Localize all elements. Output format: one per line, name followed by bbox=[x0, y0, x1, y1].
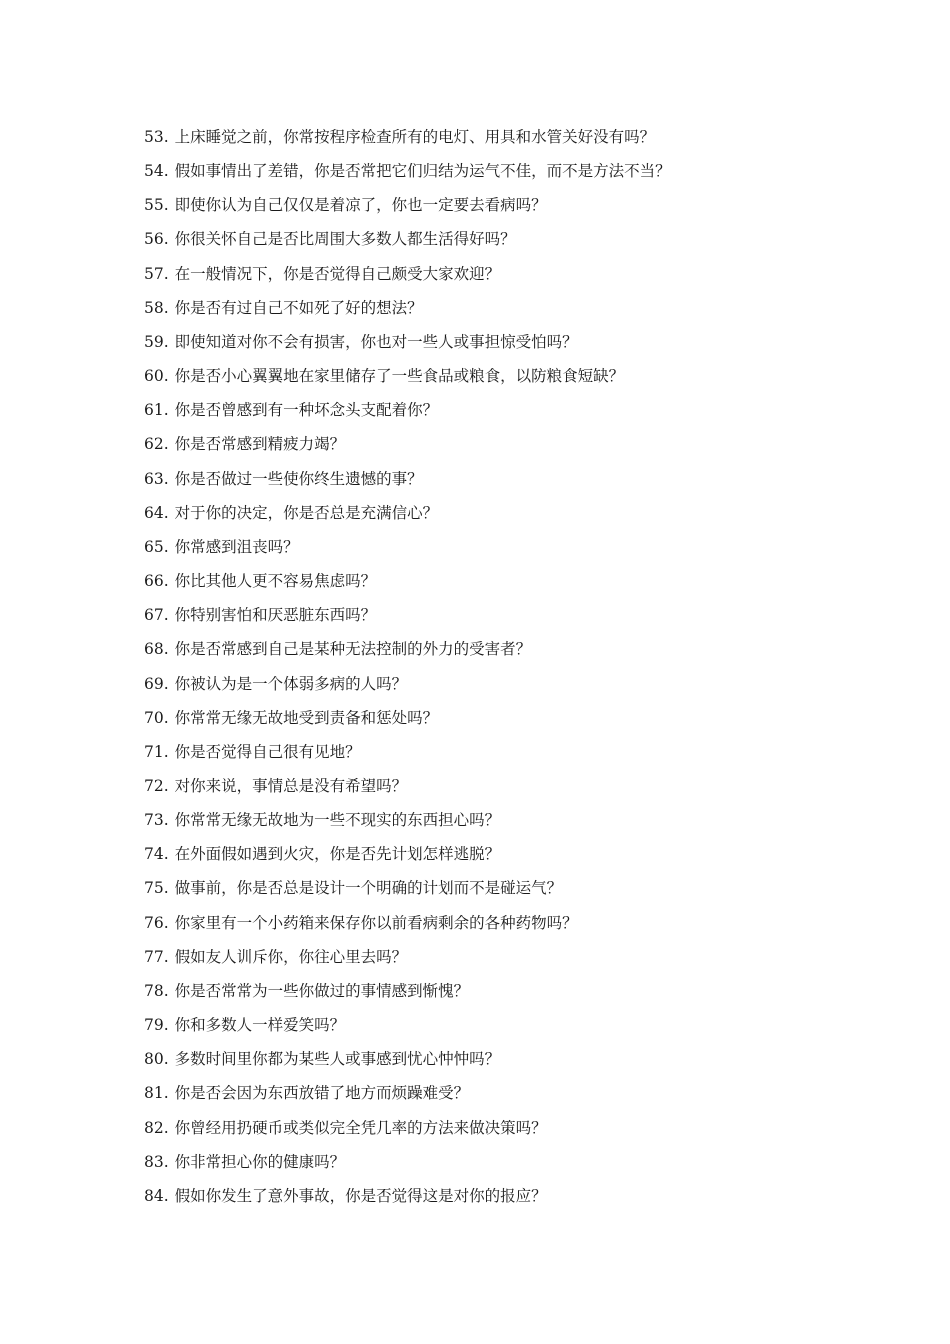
question-text: 你常感到沮丧吗？ bbox=[174, 537, 299, 556]
question-text: 即使知道对你不会有损害，你也对一些人或事担惊受怕吗？ bbox=[174, 332, 578, 351]
question-number: 67. bbox=[144, 606, 169, 625]
question-text: 在一般情况下，你是否觉得自己颇受大家欢迎？ bbox=[174, 264, 501, 283]
question-number: 83. bbox=[144, 1152, 169, 1171]
question-item bbox=[144, 1183, 884, 1217]
question-item bbox=[144, 397, 884, 431]
question-text: 你特别害怕和厌恶脏东西吗？ bbox=[174, 606, 377, 625]
question-item bbox=[144, 910, 884, 944]
question-text: 你和多数人一样爱笑吗？ bbox=[174, 1016, 346, 1035]
question-number: 54. bbox=[144, 162, 169, 181]
question-number: 59. bbox=[144, 332, 169, 351]
question-text: 多数时间里你都为某些人或事感到忧心忡忡吗？ bbox=[174, 1050, 501, 1069]
question-item bbox=[144, 636, 884, 670]
question-item bbox=[144, 1115, 884, 1149]
question-number: 73. bbox=[144, 811, 169, 830]
question-text: 你是否常感到自己是某种无法控制的外力的受害者？ bbox=[174, 640, 532, 659]
question-text: 做事前，你是否总是设计一个明确的计划而不是碰运气？ bbox=[174, 879, 563, 898]
question-number: 63. bbox=[144, 469, 169, 488]
question-number: 76. bbox=[144, 913, 169, 932]
question-text: 你是否曾感到有一种坏念头支配着你？ bbox=[174, 401, 439, 420]
question-number: 78. bbox=[144, 981, 169, 1000]
question-item bbox=[144, 875, 884, 909]
question-item bbox=[144, 466, 884, 500]
question-number: 56. bbox=[144, 230, 169, 249]
question-item bbox=[144, 602, 884, 636]
question-text: 假如你发生了意外事故，你是否觉得这是对你的报应？ bbox=[174, 1186, 547, 1205]
question-item bbox=[144, 671, 884, 705]
question-text: 你非常担心你的健康吗？ bbox=[174, 1152, 346, 1171]
question-item bbox=[144, 158, 884, 192]
question-text: 在外面假如遇到火灾，你是否先计划怎样逃脱？ bbox=[174, 845, 501, 864]
question-item bbox=[144, 431, 884, 465]
question-text: 假如友人训斥你，你往心里去吗？ bbox=[174, 947, 408, 966]
question-number: 66. bbox=[144, 572, 169, 591]
question-number: 79. bbox=[144, 1016, 169, 1035]
question-item bbox=[144, 1080, 884, 1114]
question-number: 62. bbox=[144, 435, 169, 454]
question-item bbox=[144, 261, 884, 295]
question-number: 82. bbox=[144, 1118, 169, 1137]
question-item bbox=[144, 807, 884, 841]
question-text: 对你来说，事情总是没有希望吗？ bbox=[174, 776, 408, 795]
question-number: 68. bbox=[144, 640, 169, 659]
question-number: 69. bbox=[144, 674, 169, 693]
question-number: 74. bbox=[144, 845, 169, 864]
question-item bbox=[144, 944, 884, 978]
question-number: 80. bbox=[144, 1050, 169, 1069]
question-number: 53. bbox=[144, 128, 169, 146]
question-number: 55. bbox=[144, 196, 169, 215]
question-item bbox=[144, 192, 884, 226]
question-item bbox=[144, 329, 884, 363]
question-text: 你是否会因为东西放错了地方而烦躁难受？ bbox=[174, 1084, 470, 1103]
question-text: 你常常无缘无故地为一些不现实的东西担心吗？ bbox=[174, 811, 501, 830]
question-number: 60. bbox=[144, 367, 169, 386]
question-number: 58. bbox=[144, 298, 169, 317]
question-item bbox=[144, 500, 884, 534]
question-number: 75. bbox=[144, 879, 169, 898]
question-text: 你是否小心翼翼地在家里储存了一些食品或粮食，以防粮食短缺？ bbox=[174, 367, 625, 386]
question-number: 70. bbox=[144, 708, 169, 727]
question-text: 你是否常感到精疲力竭？ bbox=[174, 435, 346, 454]
question-item bbox=[144, 226, 884, 260]
question-item bbox=[144, 295, 884, 329]
question-item bbox=[144, 841, 884, 875]
question-number: 65. bbox=[144, 537, 169, 556]
question-item bbox=[144, 1012, 884, 1046]
question-list bbox=[144, 124, 884, 1217]
question-item bbox=[144, 124, 884, 158]
question-text: 你家里有一个小药箱来保存你以前看病剩余的各种药物吗？ bbox=[174, 913, 578, 932]
question-text: 你比其他人更不容易焦虑吗？ bbox=[174, 572, 377, 591]
question-item bbox=[144, 739, 884, 773]
question-text: 你是否常常为一些你做过的事情感到惭愧？ bbox=[174, 981, 470, 1000]
question-text: 上床睡觉之前，你常按程序检查所有的电灯、用具和水管关好没有吗？ bbox=[174, 128, 656, 146]
question-item bbox=[144, 568, 884, 602]
question-text: 你被认为是一个体弱多病的人吗？ bbox=[174, 674, 408, 693]
question-number: 57. bbox=[144, 264, 169, 283]
question-number: 71. bbox=[144, 742, 169, 761]
question-text: 对于你的决定，你是否总是充满信心？ bbox=[174, 503, 439, 522]
question-text: 你是否做过一些使你终生遗憾的事？ bbox=[174, 469, 423, 488]
question-item bbox=[144, 705, 884, 739]
question-item bbox=[144, 534, 884, 568]
question-item bbox=[144, 1046, 884, 1080]
question-item bbox=[144, 978, 884, 1012]
question-number: 64. bbox=[144, 503, 169, 522]
question-number: 81. bbox=[144, 1084, 169, 1103]
question-text: 假如事情出了差错，你是否常把它们归结为运气不佳，而不是方法不当？ bbox=[174, 162, 671, 181]
question-number: 77. bbox=[144, 947, 169, 966]
question-text: 即使你认为自己仅仅是着凉了，你也一定要去看病吗？ bbox=[174, 196, 547, 215]
question-text: 你常常无缘无故地受到责备和惩处吗？ bbox=[174, 708, 439, 727]
question-item bbox=[144, 363, 884, 397]
question-text: 你是否有过自己不如死了好的想法？ bbox=[174, 298, 423, 317]
question-item bbox=[144, 773, 884, 807]
question-text: 你是否觉得自己很有见地？ bbox=[174, 742, 361, 761]
question-text: 你曾经用扔硬币或类似完全凭几率的方法来做决策吗？ bbox=[174, 1118, 547, 1137]
question-number: 84. bbox=[144, 1186, 169, 1205]
question-text: 你很关怀自己是否比周围大多数人都生活得好吗？ bbox=[174, 230, 516, 249]
question-number: 61. bbox=[144, 401, 169, 420]
question-item bbox=[144, 1149, 884, 1183]
question-number: 72. bbox=[144, 776, 169, 795]
